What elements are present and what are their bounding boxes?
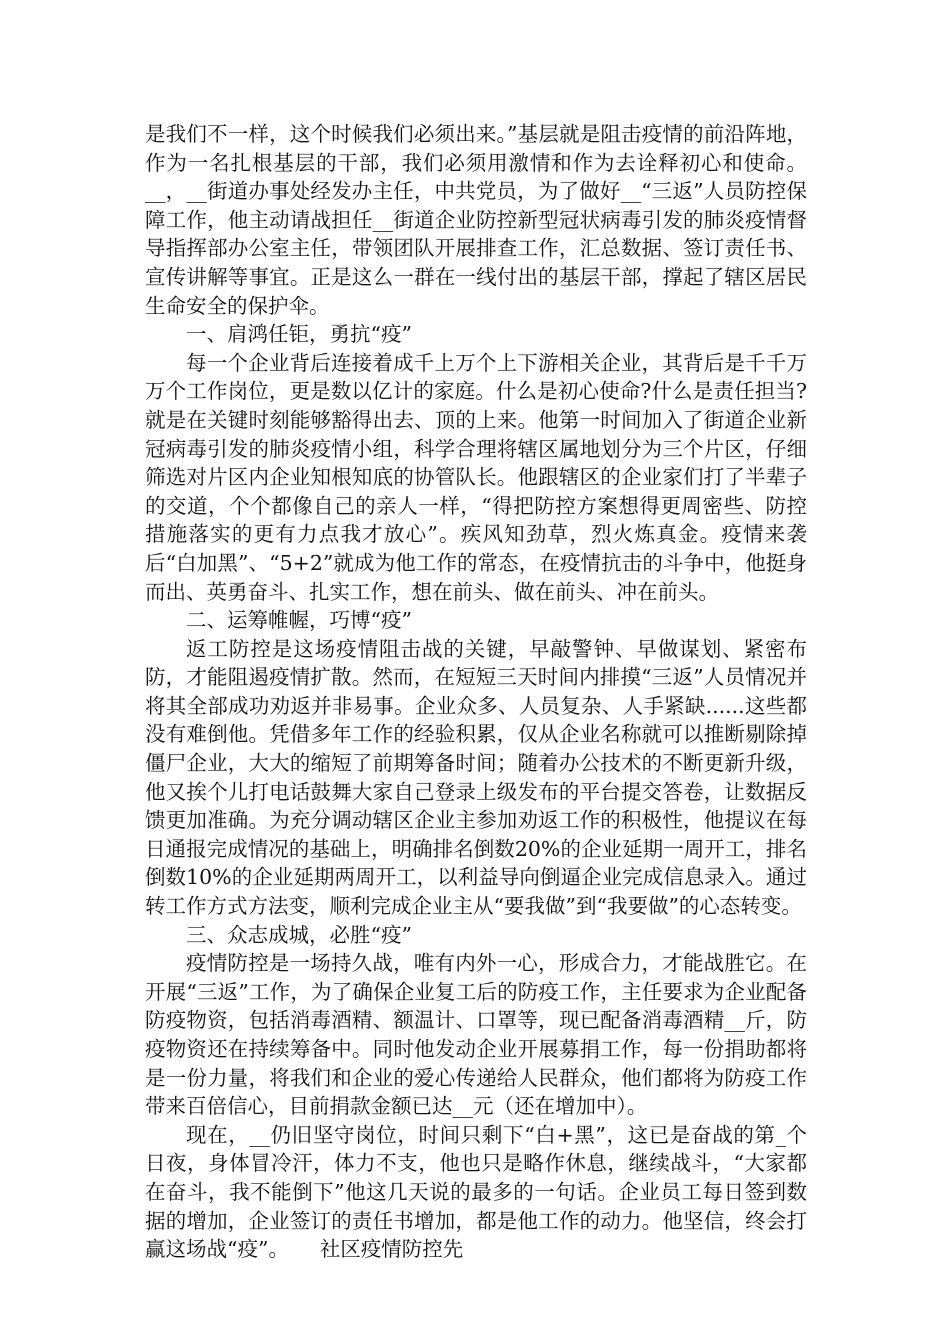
paragraph-section-3: 疫情防控是一场持久战，唯有内外一心，形成合力，才能战胜它。在开展“三返”工作，为了确保企业复工后的防疫工作，主任要求为企业配备防疫物资，包括消毒酒精、额温计、口罩等，现已配备消毒酒精__斤，防疫物资还在持续筹备中。同时他发动企业开展募捐工作，每一份捐助都将是一份力量，将我们和企业的爱心传递给人民群众，他们都将为防疫工作带来百倍信心，目前捐款金额已达__元（还在增加中）。	[145, 951, 807, 1119]
document-page	[145, 120, 807, 1264]
section-heading-2: 二、运筹帷幄，巧博“疫”	[186, 608, 412, 633]
section-heading-3: 三、众志成城，必胜“疫”	[186, 922, 412, 947]
paragraph-section-1: 每一个企业背后连接着成千上万个上下游相关企业，其背后是千千万万个工作岗位，更是数以亿计的家庭。什么是初心使命?什么是责任担当?就是在关键时刻能够豁得出去、顶的上来。他第一时间加入了街道企业新冠病毒引发的肺炎疫情小组，科学合理将辖区属地划分为三个片区，仔细筛选对片区内企业知根知底的协管队长。他跟辖区的企业家们打了半辈子的交道，个个都像自己的亲人一样，“得把防控方案想得更周密些、防控措施落实的更有力点我才放心”。疾风知劲草，烈火炼真金。疫情来袭后“白加黑”、“5+2”就成为他工作的常态，在疫情抗击的斗争中，他挺身而出、英勇奋斗、扎实工作，想在前头、做在前头、冲在前头。	[145, 350, 807, 604]
section-heading-1: 一、肩鸿任钜，勇抗“疫”	[186, 322, 412, 347]
paragraph-closing: 现在，__仍旧坚守岗位，时间只剩下“白+黑”，这已是奋战的第_个日夜，身体冒冷汗，体力不支，他也只是略作休息，继续战斗，“大家都在奋斗，我不能倒下”他这几天说的最多的一句话。企业员工每日签到数据的增加，企业签订的责任书增加，都是他工作的动力。他坚信，终会打赢这场战“疫”。 社区疫情防控先	[145, 1122, 807, 1262]
paragraph-section-2: 返工防控是这场疫情阻击战的关键，早敲警钟、早做谋划、紧密布防，才能阻遏疫情扩散。然而，在短短三天时间内排摸“三返”人员情况并将其全部成功劝返并非易事。企业众多、人员复杂、人手紧缺......这些都没有难倒他。凭借多年工作的经验积累，仅从企业名称就可以推断剔除掉僵尸企业，大大的缩短了前期筹备时间；随着办公技术的不断更新升级，他又挨个儿打电话鼓舞大家自己登录上级发布的平台提交答卷，让数据反馈更加准确。为充分调动辖区企业主参加劝返工作的积极性，他提议在每日通报完成情况的基础上，明确排名倒数20%的企业延期一周开工，排名倒数10%的企业延期两周开工，以利益导向倒逼企业完成信息录入。通过转工作方式方法变，顺利完成企业主从“要我做”到“我要做”的心态转变。	[145, 636, 807, 919]
paragraph-intro-continuation: 是我们不一样，这个时候我们必须出来。”基层就是阻击疫情的前沿阵地，作为一名扎根基层的干部，我们必须用激情和作为去诠释初心和使命。__，__街道办事处经发办主任，中共党员，为了做好__“三返”人员防控保障工作，他主动请战担任__街道企业防控新型冠状病毒引发的肺炎疫情督导指挥部办公室主任，带领团队开展排查工作，汇总数据、签订责任书、宣传讲解等事宜。正是这么一群在一线付出的基层干部，撑起了辖区居民生命安全的保护伞。	[145, 122, 807, 318]
